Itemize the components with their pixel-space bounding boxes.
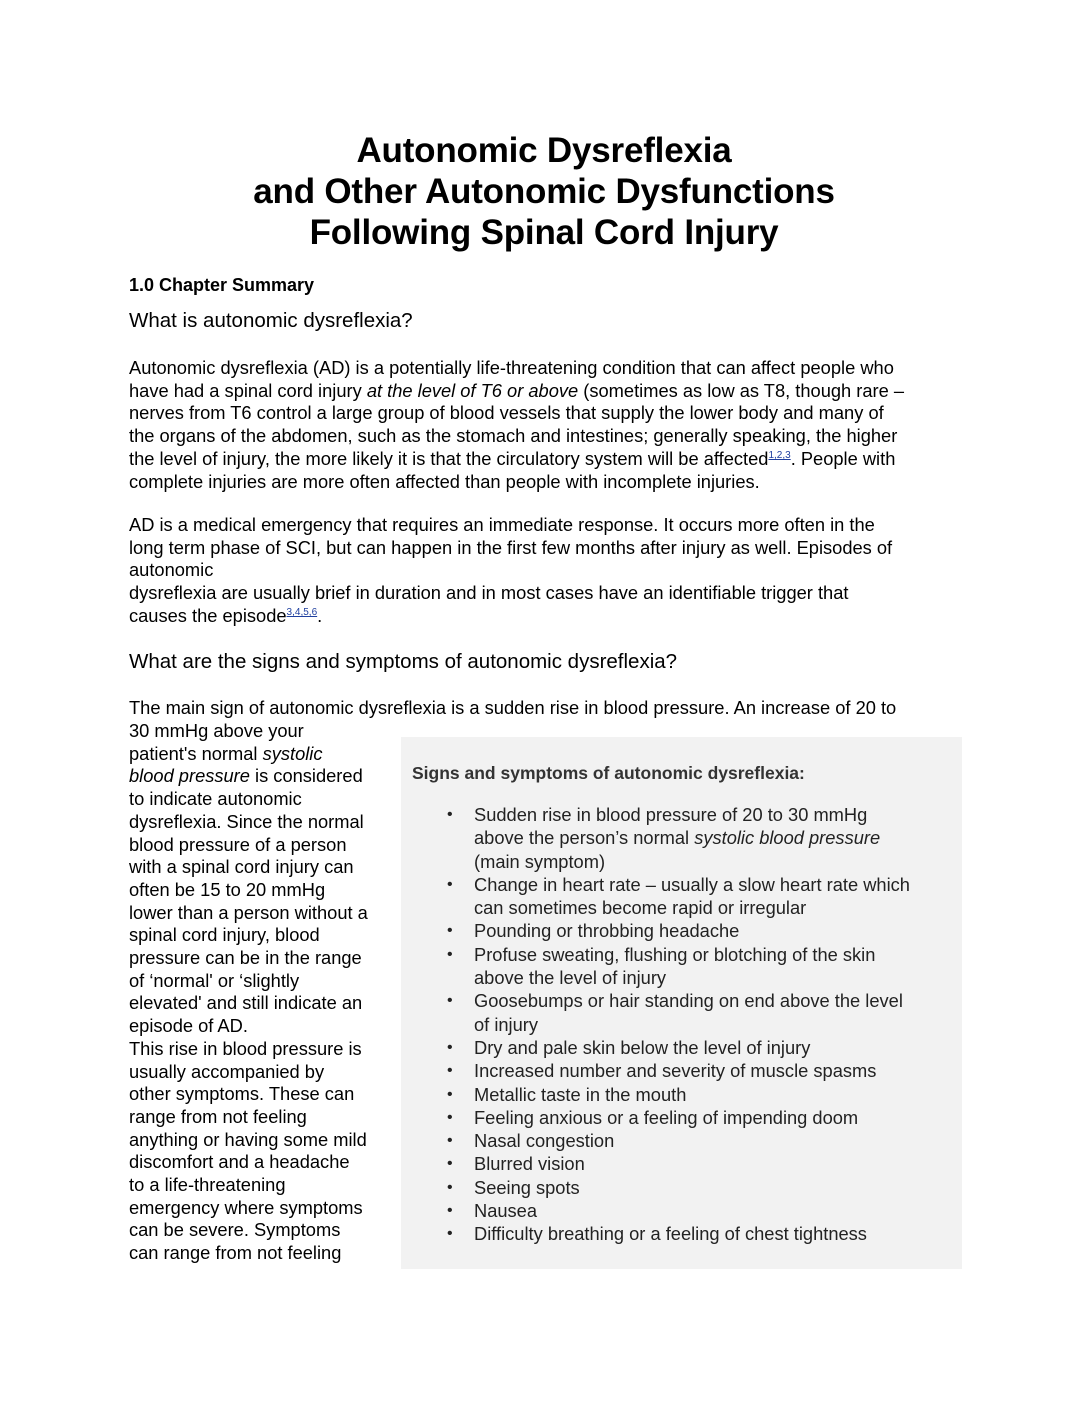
- bullet-icon: •: [447, 875, 453, 893]
- bullet-icon: •: [447, 1108, 453, 1126]
- text-line: dysreflexia are usually brief in duration and in most cases have an identifiable trigger that: [129, 582, 849, 604]
- left-column-text: 30 mmHg above your patient's normal systolic blood pressure is considered to indicate autonomic dysreflexia. Since the normal blood pressure of a person with a spinal cord injury can often be 15 to 20 mmHg lower than a person without a spinal cord injury, blood pressure can be in the range of ‘normal' or ‘slightly elevated' and still indicate an episode of AD. This rise in blood pressure is usually accompanied by other symptoms. These can range from not feeling anything or having some mild discomfort and a headache to a life-threatening emergency where symptoms can be severe. Symptoms can range from not feeling: [129, 720, 368, 1264]
- list-item: • Metallic taste in the mouth: [447, 1083, 687, 1105]
- emphasis-text: systolic blood pressure: [694, 827, 881, 849]
- list-item: • Difficulty breathing or a feeling of chest tightness: [447, 1223, 867, 1245]
- paragraph-signs-intro: [129, 697, 969, 720]
- bullet-icon: •: [447, 1225, 453, 1243]
- sidebar-box-title: Signs and symptoms of autonomic dysreflexia:: [412, 763, 805, 783]
- list-item: • Increased number and severity of muscle spasms: [447, 1060, 877, 1082]
- bullet-icon: •: [447, 992, 453, 1010]
- list-item: • Change in heart rate – usually a slow heart rate which can sometimes become rapid or irregular: [447, 873, 910, 919]
- bullet-icon: •: [447, 1085, 453, 1103]
- bullet-icon: •: [447, 1062, 453, 1080]
- text-line: AD is a medical emergency that requires an immediate response. It occurs more often in the: [129, 514, 875, 535]
- list-item: • Feeling anxious or a feeling of impending doom: [447, 1106, 859, 1128]
- text-line: the level of injury, the more likely it is that the circulatory system will be affected$^{1,2,3}$. People with: [129, 447, 896, 469]
- symptoms-list: [401, 803, 954, 1246]
- bullet-icon: •: [447, 1038, 453, 1056]
- text-line: have had a spinal cord injury at the level of T6 or above (sometimes as low as T8, though rare –: [129, 379, 905, 401]
- document-title: [0, 130, 1088, 253]
- list-item: • Goosebumps or hair standing on end above the level of injury: [447, 990, 903, 1035]
- bullet-icon: •: [447, 1132, 453, 1150]
- paragraph-ad-definition: [129, 357, 969, 493]
- bullet-icon: •: [447, 1202, 453, 1220]
- reference-link[interactable]: 3,4,5,6: [286, 606, 318, 618]
- symptoms-sidebar-box: [401, 737, 962, 1269]
- list-item: • Nausea: [447, 1200, 538, 1222]
- text-line: nerves from T6 control a large group of blood vessels that supply the lower body and many of: [129, 402, 884, 424]
- chapter-summary-heading: 1.0 Chapter Summary: [129, 275, 315, 295]
- bullet-icon: •: [447, 806, 453, 823]
- text-line: Autonomic dysreflexia (AD) is a potentially life-threatening condition that can affect people who: [129, 357, 894, 378]
- bullet-icon: •: [447, 922, 453, 940]
- title-line-2: and Other Autonomic Dysfunctions: [253, 172, 835, 211]
- list-item: • Nasal congestion: [447, 1130, 615, 1152]
- title-line-3: Following Spinal Cord Injury: [309, 213, 779, 252]
- title-line-1: Autonomic Dysreflexia: [356, 131, 732, 170]
- text-line: complete injuries are more often affected than people with incomplete injuries.: [129, 470, 760, 492]
- bullet-icon: •: [447, 945, 453, 963]
- text-line: the organs of the abdomen, such as the stomach and intestines; generally speaking, the higher: [129, 425, 898, 447]
- emphasis-text: blood pressure: [129, 765, 250, 787]
- section-heading-what-is-ad: What is autonomic dysreflexia?: [129, 309, 413, 332]
- list-item: • Profuse sweating, flushing or blotching of the skin above the level of injury: [447, 943, 876, 989]
- section-heading-signs-symptoms: What are the signs and symptoms of autonomic dysreflexia?: [129, 650, 678, 673]
- list-item: • Blurred vision: [447, 1153, 585, 1175]
- text-line: The main sign of autonomic dysreflexia is a sudden rise in blood pressure. An increase of 20 to: [129, 697, 897, 718]
- bullet-icon: •: [447, 1155, 453, 1173]
- list-item: • Sudden rise in blood pressure of 20 to 30 mmHg above the person’s normal systolic blood pressure (main symptom): [447, 804, 881, 872]
- text-line: autonomic: [129, 559, 214, 581]
- text-line: causes the episode$^{3,4,5,6}$.: [129, 604, 323, 626]
- emphasis-text: systolic: [262, 742, 323, 764]
- list-item: • Dry and pale skin below the level of injury: [447, 1036, 811, 1058]
- list-item: • Seeing spots: [447, 1176, 580, 1198]
- emphasis-text: at the level of T6 or above: [366, 379, 579, 401]
- bullet-icon: •: [447, 1178, 453, 1196]
- list-item: • Pounding or throbbing headache: [447, 920, 740, 942]
- reference-link[interactable]: 1,2,3: [768, 449, 791, 461]
- paragraph-ad-emergency: [129, 514, 969, 628]
- text-line: long term phase of SCI, but can happen in the first few months after injury as well. Episodes of: [129, 536, 893, 558]
